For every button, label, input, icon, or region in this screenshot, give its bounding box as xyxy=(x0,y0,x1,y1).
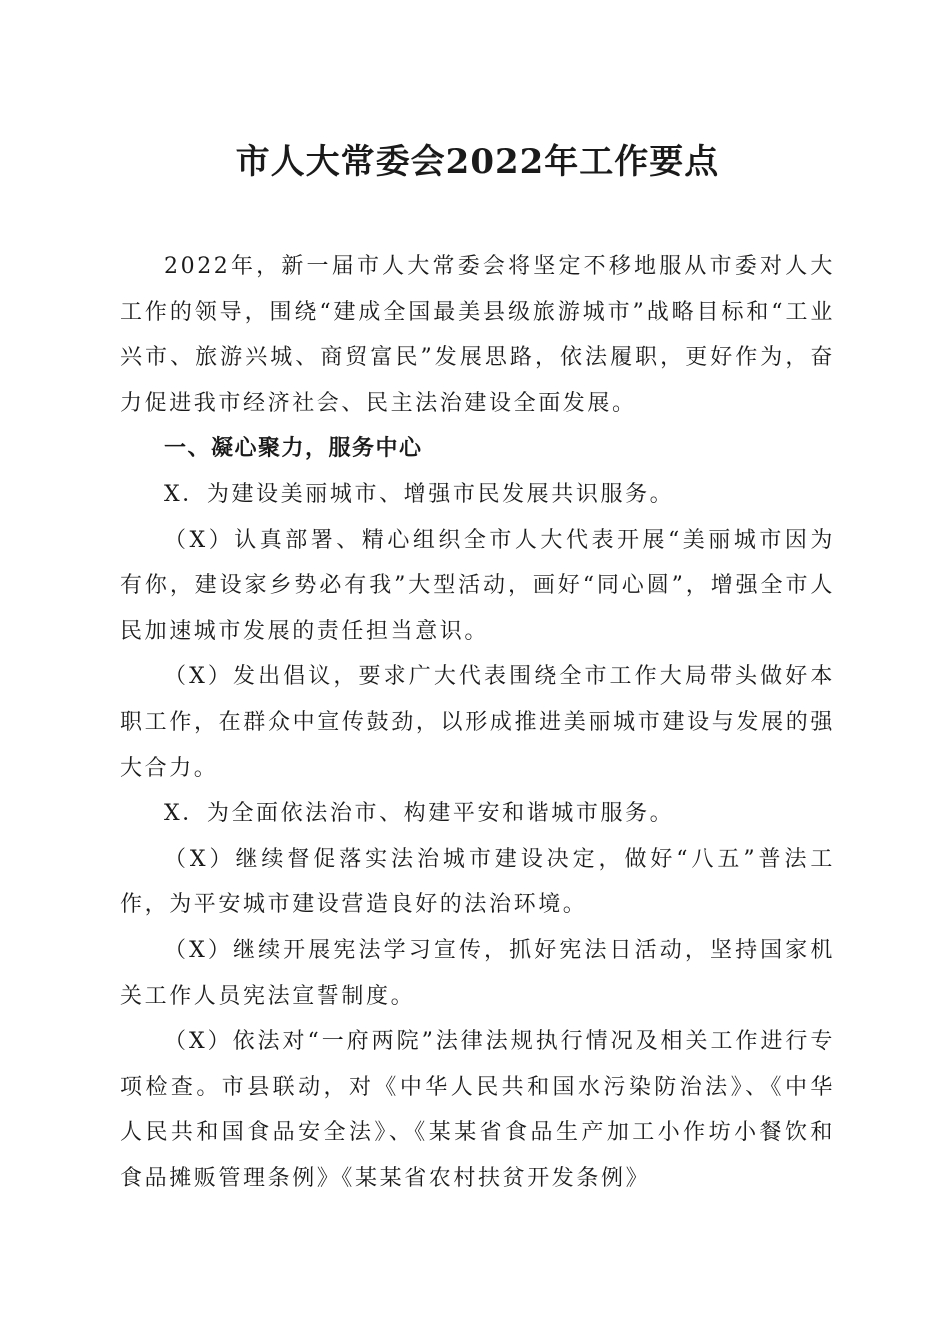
paragraph-item-1: X．为建设美丽城市、增强市民发展共识服务。 xyxy=(164,481,675,507)
document-page xyxy=(120,132,835,1201)
paragraph-item-2: X．为全面依法治市、构建平安和谐城市服务。 xyxy=(164,801,675,827)
paragraph-subitem-1-1: （X）认真部署、精心组织全市人大代表开展“美丽城市因为有你，建设家乡势必有我”大型活动，画好“同心圆”，增强全市人民加速城市发展的责任担当意识。 xyxy=(120,527,835,644)
paragraph-subitem-2-1: （X）继续督促落实法治城市建设决定，做好“八五”普法工作，为平安城市建设营造良好的法治环境。 xyxy=(120,846,835,918)
section-heading-1: 一、凝心聚力，服务中心 xyxy=(164,436,423,462)
paragraph-subitem-2-2: （X）继续开展宪法学习宣传，抓好宪法日活动，坚持国家机关工作人员宪法宣誓制度。 xyxy=(120,937,835,1009)
paragraph-subitem-2-3: （X）依法对“一府两院”法律法规执行情况及相关工作进行专项检查。市县联动，对《中华人民共和国水污染防治法》、《中华人民共和国食品安全法》、《某某省食品生产加工小作坊小餐饮和食品摊贩管理条例》《某某省农村扶贫开发条例》 xyxy=(120,1029,835,1191)
document-title: 市人大常委会2022年工作要点 xyxy=(235,142,720,182)
paragraph-subitem-1-2: （X）发出倡议，要求广大代表围绕全市工作大局带头做好本职工作，在群众中宣传鼓劲，以形成推进美丽城市建设与发展的强大合力。 xyxy=(120,664,835,781)
paragraph-intro: 2022年，新一届市人大常委会将坚定不移地服从市委对人大工作的领导，围绕“建成全国最美县级旅游城市”战略目标和“工业兴市、旅游兴城、商贸富民”发展思路，依法履职，更好作为，奋力促进我市经济社会、民主法治建设全面发展。 xyxy=(120,254,835,416)
